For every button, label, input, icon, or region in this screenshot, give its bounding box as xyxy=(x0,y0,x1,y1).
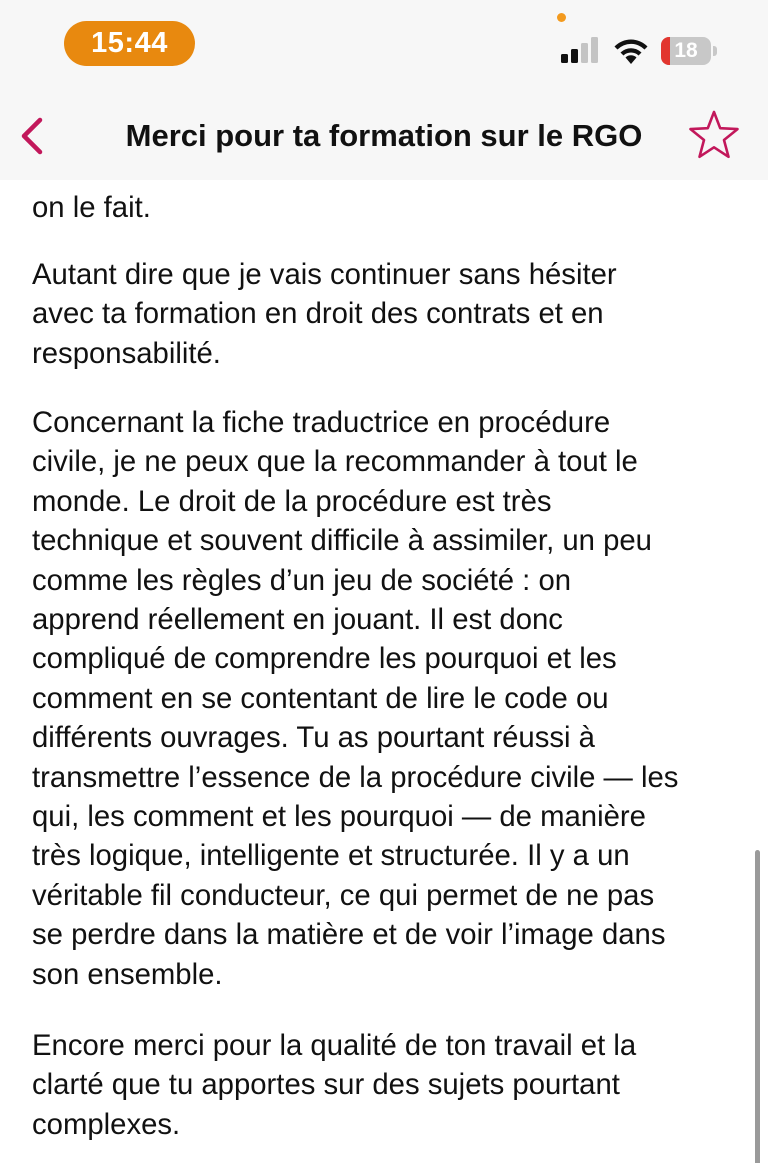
status-bar xyxy=(0,0,768,92)
favorite-star-icon[interactable] xyxy=(684,106,744,166)
battery-icon xyxy=(661,37,719,65)
paragraph-1: on le fait. xyxy=(32,191,151,224)
battery-level: 18 xyxy=(674,39,698,62)
vertical-scrollbar[interactable] xyxy=(755,850,760,1163)
paragraph-2: Autant dire que je vais continuer sans hésiter avec ta formation en droit des contrats et en responsabilité. xyxy=(32,258,617,370)
paragraph-4: Encore merci pour la qualité de ton travail et la clarté que tu apportes sur des sujets pourtant complexes. xyxy=(32,1029,637,1141)
paragraph-3: Concernant la fiche traductrice en procédure civile, je ne peux que la recommander à tout le monde. Le droit de la procédure est très technique et souvent difficile à assimiler, un peu comme les règles d’un jeu de société : on apprend réellement en jouant. Il est donc compliqué de comprendre les pourquoi et les comment en se contentant de lire le code ou différents ouvrages. Tu as pourtant réussi à transmettre l’essence de la procédure civile — les qui, les comment et les pourquoi — de manière très logique, intelligente et structurée. Il y a un véritable fil conducteur, ce qui permet de ne pas se perdre dans la matière et de voir l’image dans son ensemble. xyxy=(32,406,679,991)
page-title: Merci pour ta formation sur le RGO xyxy=(125,118,643,153)
status-time[interactable]: 15:44 xyxy=(64,21,195,66)
wifi-icon xyxy=(612,37,650,65)
microphone-indicator-icon xyxy=(557,13,566,22)
cellular-signal-icon xyxy=(561,37,601,63)
back-chevron-icon[interactable] xyxy=(8,106,58,166)
navigation-bar xyxy=(0,92,768,180)
message-body[interactable] xyxy=(0,180,768,1163)
